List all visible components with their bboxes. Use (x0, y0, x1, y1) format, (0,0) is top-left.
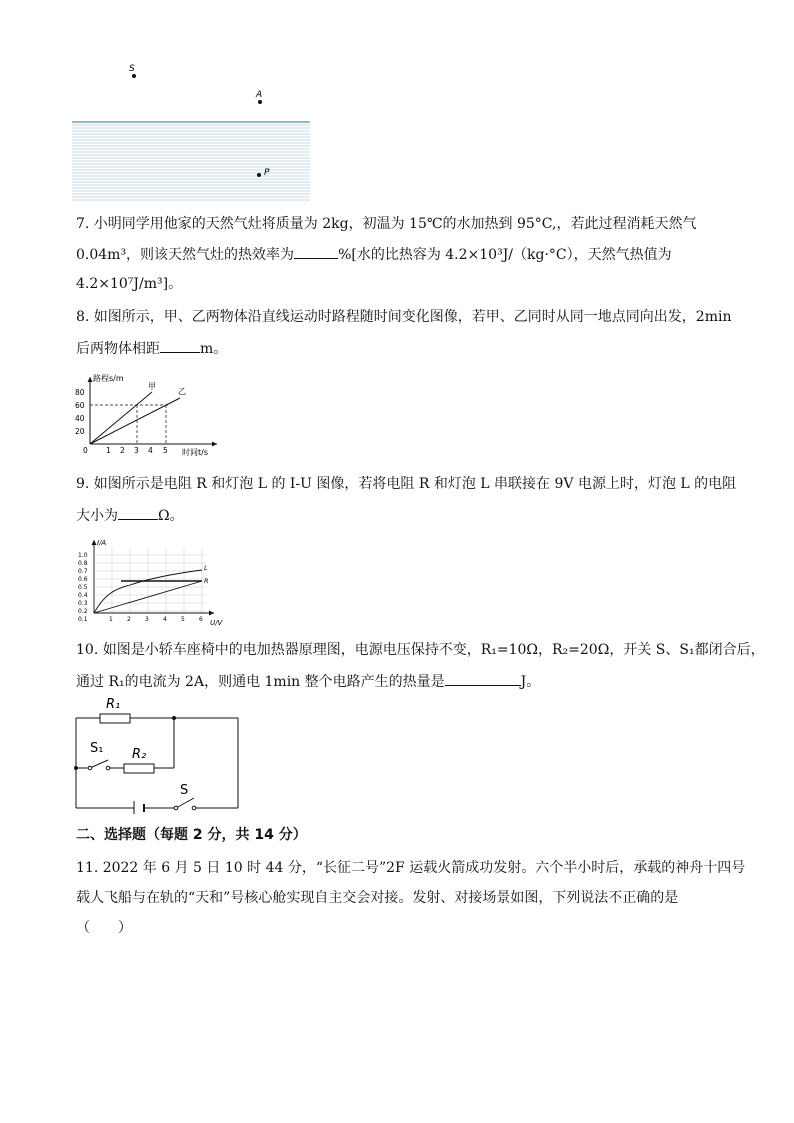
q11-line3: （ ） (76, 920, 132, 936)
iu-x-arrow (209, 611, 214, 616)
iu-xlabel: U/V (210, 619, 223, 627)
q10-line2 (76, 671, 540, 692)
point-a (258, 100, 262, 104)
st-xtick-4: 4 (148, 446, 153, 455)
st-x-arrow (212, 442, 217, 447)
point-p (257, 173, 261, 177)
label-s1: S₁ (90, 741, 104, 756)
label-s: S (129, 64, 135, 74)
iu-grid (94, 547, 206, 613)
iu-ytick-0.1: 0.1 (78, 616, 88, 623)
q7-answer-blank[interactable] (294, 244, 338, 259)
section-2-title: 二、选择题（每题 2 分，共 14 分） (76, 827, 307, 843)
st-ytick-20: 20 (75, 427, 85, 436)
iu-graph (74, 537, 224, 627)
q8-answer-blank[interactable] (160, 338, 200, 353)
iu-ylabel: I/A (97, 539, 107, 547)
q9-line2 (76, 505, 184, 526)
st-origin: 0 (83, 446, 88, 455)
st-xlabel: 时间t/s (182, 448, 208, 457)
iu-ytick-0.6: 0.6 (78, 576, 88, 583)
iu-ytick-0.4: 0.4 (78, 592, 88, 599)
label-a: A (256, 90, 263, 100)
q11-line1: 11. 2022 年 6 月 5 日 10 时 44 分，“长征二号”2F 运载火箭成功发射。六个半小时后，承载的神舟十四号 (76, 860, 746, 876)
q9-answer-blank[interactable] (118, 505, 158, 520)
q11-line2: 载人飞船与在轨的“天和”号核心舱实现自主交会对接。发射、对接场景如图，下列说法不正确的是 (76, 890, 679, 906)
q10-line1: 10. 如图是小轿车座椅中的电加热器原理图，电源电压保持不变，R₁=10Ω，R₂=20Ω，开关 S、S₁都闭合后， (76, 642, 765, 658)
q7-line2-a: 0.04m³，则该天然气灶的热效率为 (76, 247, 295, 263)
switch-s1-blade (90, 760, 108, 768)
s1-contact-left (88, 766, 92, 770)
q10-answer-blank[interactable] (445, 671, 521, 686)
circuit-figure (64, 692, 250, 814)
iu-y-arrow (92, 540, 97, 545)
st-label-yi: 乙 (178, 387, 186, 396)
s-contact-right (192, 806, 196, 810)
st-xtick-2: 2 (120, 446, 125, 455)
iu-label-l: L (204, 564, 208, 572)
iu-xtick-5: 5 (181, 616, 185, 623)
iu-xtick-2: 2 (127, 616, 131, 623)
label-s: S (180, 783, 189, 798)
label-r1: R₁ (106, 697, 121, 712)
water-figure (60, 58, 320, 208)
circuit-svg (64, 692, 250, 814)
switch-s-blade (176, 798, 194, 808)
st-ylabel: 路程s/m (93, 374, 124, 383)
iu-xtick-1: 1 (109, 616, 113, 623)
st-xtick-5: 5 (163, 446, 168, 455)
water-lines (72, 122, 310, 200)
st-ytick-60: 60 (75, 401, 85, 410)
st-graph (72, 372, 222, 462)
st-y-arrow (88, 377, 93, 382)
iu-graph-svg (74, 537, 224, 627)
label-p: P (264, 168, 270, 178)
water-figure-svg (60, 58, 320, 208)
junction-top (172, 716, 176, 720)
label-r2: R₂ (132, 747, 147, 762)
q9-line2-a: 大小为 (76, 508, 118, 524)
iu-ytick-0.7: 0.7 (78, 568, 88, 575)
st-xtick-1: 1 (106, 446, 111, 455)
s1-contact-right (106, 766, 110, 770)
st-line-jia (90, 392, 152, 444)
q9-line1: 9. 如图所示是电阻 R 和灯泡 L 的 I-U 图像，若将电阻 R 和灯泡 L 串联接在 9V 电源上时，灯泡 L 的电阻 (76, 476, 737, 492)
iu-xtick-3: 3 (145, 616, 149, 623)
st-xtick-3: 3 (134, 446, 139, 455)
iu-ytick-0.8: 0.8 (78, 560, 88, 567)
q8-line2-a: 后两物体相距 (76, 341, 160, 357)
q8-line2-b: m。 (200, 341, 228, 357)
st-label-jia: 甲 (148, 382, 156, 391)
resistor-r1 (100, 714, 130, 723)
point-s (132, 74, 136, 78)
s-contact-left (174, 806, 178, 810)
iu-xtick-6: 6 (199, 616, 203, 623)
iu-label-r: R (204, 577, 209, 585)
st-ytick-80: 80 (75, 388, 85, 397)
st-graph-svg (72, 372, 222, 462)
q7-line2 (76, 244, 672, 265)
q7-line3: 4.2×10⁷J/m³]。 (76, 276, 183, 292)
q7-line1: 7. 小明同学用他家的天然气灶将质量为 2kg，初温为 15℃的水加热到 95°C,，若此过程消耗天然气 (76, 216, 697, 232)
iu-ytick-0.3: 0.3 (78, 600, 88, 607)
resistor-r2 (124, 764, 154, 773)
q10-line2-a: 通过 R₁的电流为 2A，则通电 1min 整个电路产生的热量是 (76, 674, 445, 690)
iu-xtick-4: 4 (163, 616, 167, 623)
q7-line2-b: %[水的比热容为 4.2×10³J/（kg·°C），天然气热值为 (338, 247, 672, 263)
iu-ytick-0.5: 0.5 (78, 584, 88, 591)
q8-line2 (76, 338, 227, 359)
iu-ytick-0.2: 0.2 (78, 608, 88, 615)
q8-line1: 8. 如图所示，甲、乙两物体沿直线运动时路程随时间变化图像，若甲、乙同时从同一地点同向出发，2min (76, 309, 732, 325)
st-ytick-40: 40 (75, 414, 85, 423)
iu-ytick-1.0: 1.0 (78, 552, 88, 559)
q9-line2-b: Ω。 (158, 508, 184, 524)
junction-left (74, 766, 78, 770)
q10-line2-b: J。 (520, 674, 541, 690)
